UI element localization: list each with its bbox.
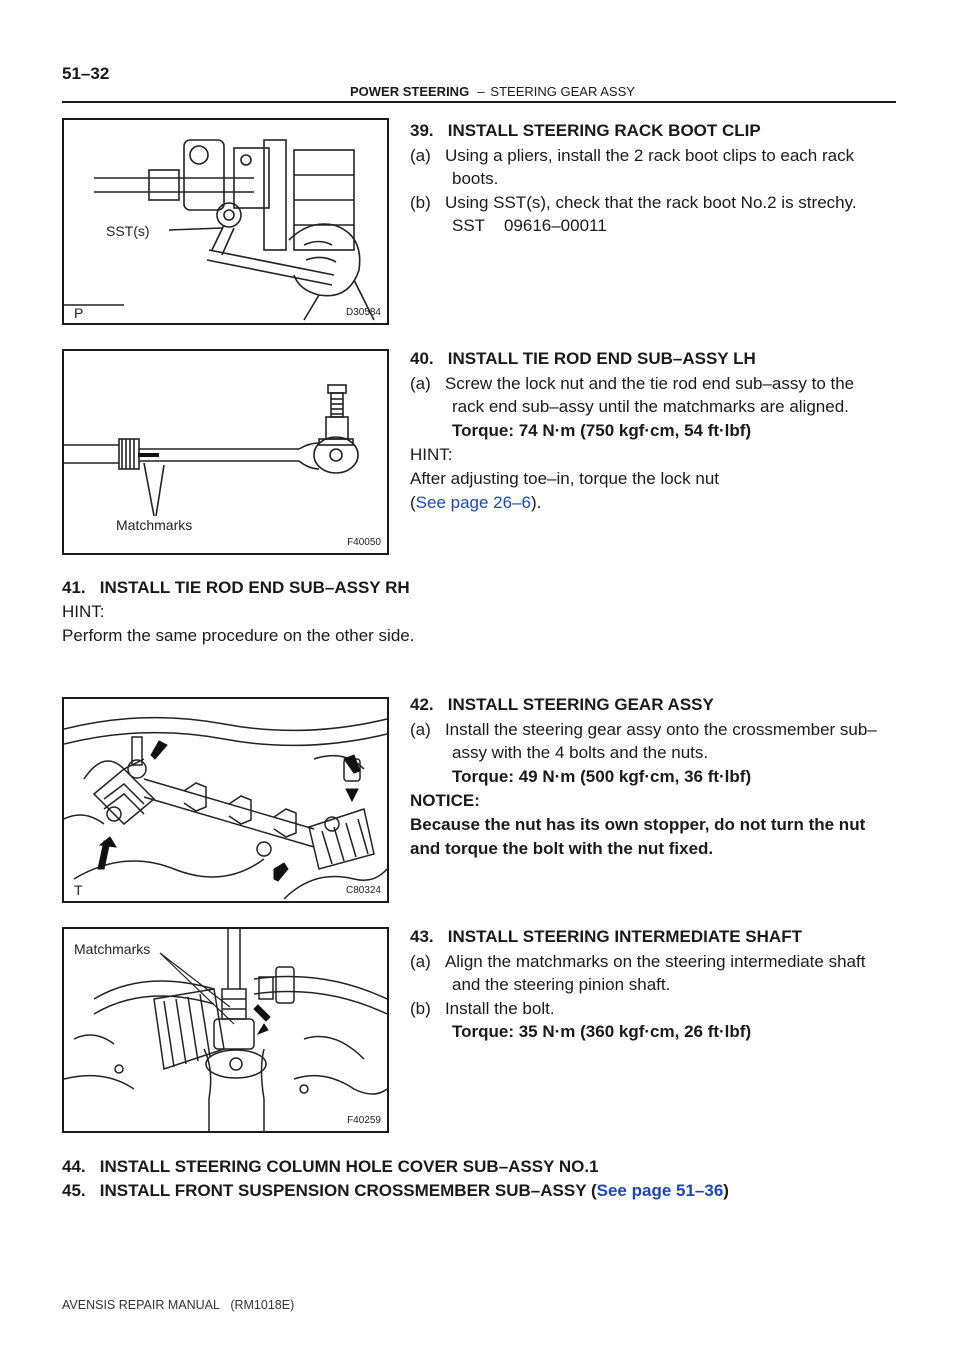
page-number: 51–32 <box>62 64 110 83</box>
step-41-hint-label: HINT: <box>62 602 105 621</box>
step-40-hint-line1: After adjusting toe–in, torque the lock nut <box>410 469 720 488</box>
step-39-a-line2: boots. <box>452 169 499 188</box>
figure-4-label-matchmarks: Matchmarks <box>74 941 151 957</box>
step-42-notice-label: NOTICE: <box>410 791 480 810</box>
figure-intermediate-shaft <box>62 927 389 1133</box>
footer-manual-title: AVENSIS REPAIR MANUAL (RM1018E) <box>62 1298 295 1312</box>
intermediate-shaft-illustration <box>64 929 387 1131</box>
figure-2-label-matchmarks: Matchmarks <box>116 517 193 533</box>
step-43-title: 43. INSTALL STEERING INTERMEDIATE SHAFT <box>410 927 802 946</box>
step-40-hint-label: HINT: <box>410 445 453 464</box>
figure-3-code: C80324 <box>345 885 381 896</box>
header-separator: – <box>477 84 485 99</box>
step-45-close: ) <box>723 1181 729 1200</box>
header-rule <box>62 101 896 103</box>
figure-2-code: F40050 <box>347 537 381 548</box>
header-section: POWER STEERING <box>350 84 470 99</box>
figure-tie-rod-end <box>62 349 389 555</box>
step-43-a-line1: (a) Align the matchmarks on the steering intermediate shaft <box>410 952 866 971</box>
see-page-26-6-link[interactable]: See page 26–6 <box>415 493 532 512</box>
step-39-title: 39. INSTALL STEERING RACK BOOT CLIP <box>410 121 761 140</box>
steering-gear-crossmember-illustration <box>64 699 387 901</box>
step-39-b-sst: SST 09616–00011 <box>452 216 607 235</box>
step-39-a-line1: (a) Using a pliers, install the 2 rack boot clips to each rack <box>410 146 855 165</box>
step-43-a-line2: and the steering pinion shaft. <box>452 975 671 994</box>
see-page-51-36-link[interactable]: See page 51–36 <box>596 1181 724 1200</box>
step-40-hint-line2 <box>410 491 541 515</box>
step-40-hint-open: ( <box>410 493 416 512</box>
step-40-hint-close: ). <box>531 493 542 512</box>
step-39-b-line1: (b) Using SST(s), check that the rack boot No.2 is strechy. <box>410 193 857 212</box>
figure-sst-rack-boot <box>62 118 389 325</box>
step-43-b-line1: (b) Install the bolt. <box>410 999 555 1018</box>
step-43-torque: Torque: 35 N·m (360 kgf·cm, 26 ft·lbf) <box>452 1022 752 1041</box>
step-42-title: 42. INSTALL STEERING GEAR ASSY <box>410 695 714 714</box>
figure-1-label-sst: SST(s) <box>106 223 150 239</box>
step-40-torque: Torque: 74 N·m (750 kgf·cm, 54 ft·lbf) <box>452 421 752 440</box>
step-42-notice-line1: Because the nut has its own stopper, do not turn the nut <box>410 815 866 834</box>
tie-rod-end-illustration <box>64 351 387 553</box>
figure-1-code: D30584 <box>345 307 381 318</box>
figure-3-mark: T <box>74 882 83 898</box>
step-45-title <box>62 1179 729 1203</box>
step-45-text: 45. INSTALL FRONT SUSPENSION CROSSMEMBER SUB–ASSY ( <box>62 1181 597 1200</box>
step-42-a-line2: assy with the 4 bolts and the nuts. <box>452 743 709 762</box>
step-42-a-line1: (a) Install the steering gear assy onto the crossmember sub– <box>410 720 877 739</box>
step-41-title: 41. INSTALL TIE ROD END SUB–ASSY RH <box>62 578 410 597</box>
step-42-notice-line2: and torque the bolt with the nut fixed. <box>410 839 714 858</box>
figure-1-mark: P <box>74 305 84 321</box>
step-42-torque: Torque: 49 N·m (500 kgf·cm, 36 ft·lbf) <box>452 767 752 786</box>
step-44-title: 44. INSTALL STEERING COLUMN HOLE COVER SUB–ASSY NO.1 <box>62 1157 599 1176</box>
step-40-title: 40. INSTALL TIE ROD END SUB–ASSY LH <box>410 349 756 368</box>
header-subsection: STEERING GEAR ASSY <box>490 84 635 99</box>
step-40-a-line2: rack end sub–assy until the matchmarks are aligned. <box>452 397 849 416</box>
figure-steering-gear-assy <box>62 697 389 903</box>
figure-4-code: F40259 <box>347 1115 381 1126</box>
step-40-a-line1: (a) Screw the lock nut and the tie rod end sub–assy to the <box>410 374 855 393</box>
header-title <box>350 84 635 99</box>
step-41-hint-line1: Perform the same procedure on the other side. <box>62 626 415 645</box>
sst-tool-on-rack-illustration <box>64 120 387 323</box>
